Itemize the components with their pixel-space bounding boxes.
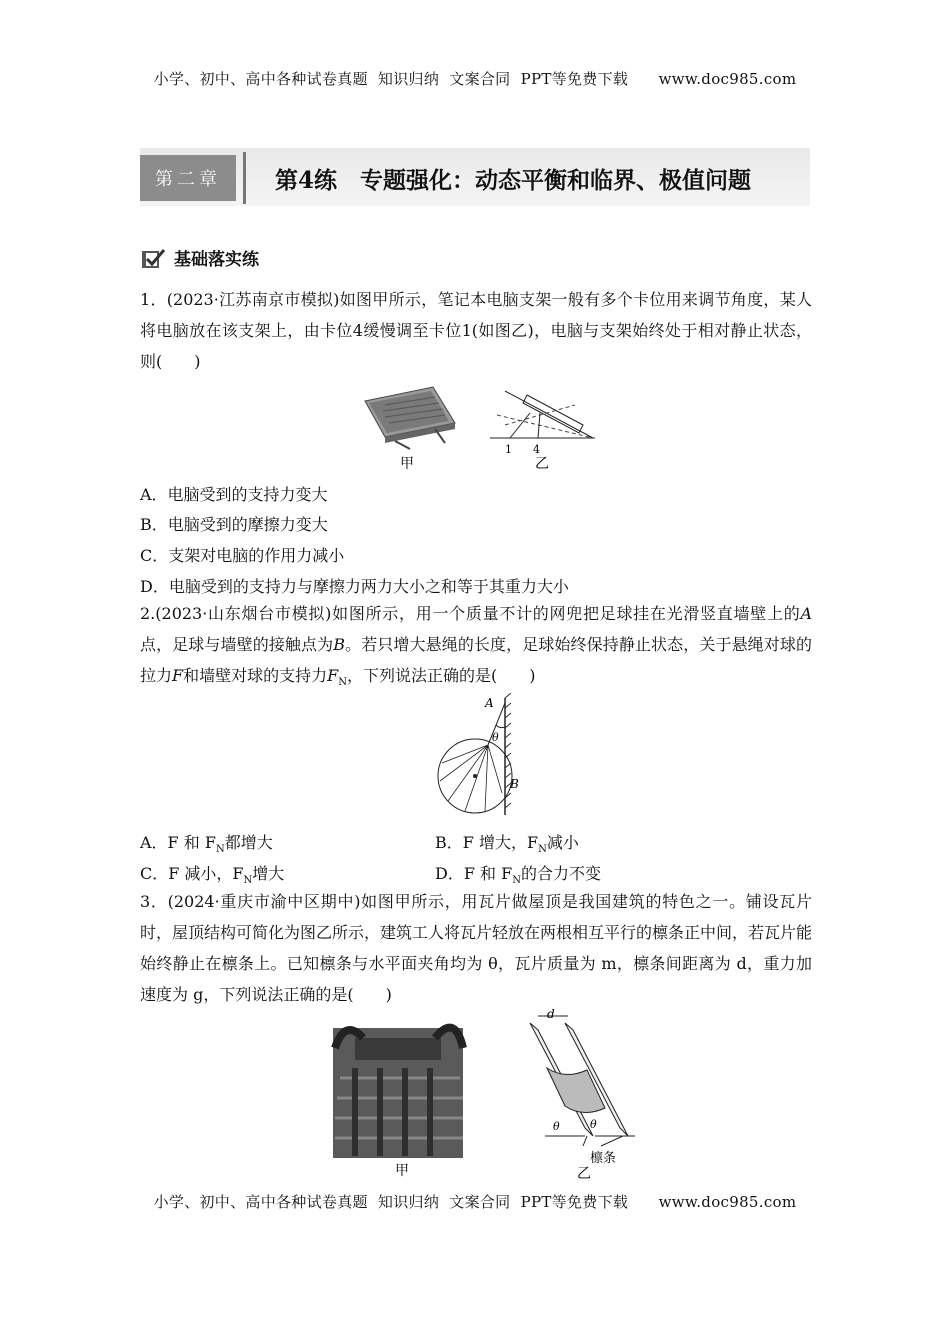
- purlin-diagram: [530, 1016, 635, 1146]
- q2-stem: 2.(2023·山东烟台市模拟)如图所示，用一个质量不计的网兜把足球挂在光滑竖直墙壁上的A点，足球与墙壁的接触点为B。若只增大悬绳的长度，足球始终保持静止状态，关于悬绳对球的拉力F和墙壁对球的支持力$F_N$，下列说法正确的是( ): [140, 604, 812, 689]
- q2-option-c: C．F 减小，$F_N$增大: [140, 864, 285, 887]
- q3-stem: 3．(2024·重庆市渝中区期中)如图甲所示，用瓦片做屋顶是我国建筑的特色之一。铺设瓦片时，屋顶结构可简化为图乙所示，建筑工人将瓦片轻放在两根相互平行的檩条正中间，若瓦片能始终静止在檩条上。已知檩条与水平面夹角均为 θ，瓦片质量为 m，檩条间距离为 d，重力加速度为 g，下列说法正确的是( ): [140, 892, 813, 1004]
- q1-stem: 1．(2023·江苏南京市模拟)如图甲所示，笔记本电脑支架一般有多个卡位用来调节角度，某人将电脑放在该支架上，由卡位4缓慢调至卡位1(如图乙)，电脑与支架始终处于相对静止状态，则( ): [140, 290, 812, 371]
- q2-figure: [430, 693, 530, 823]
- q3-figure: [325, 1008, 645, 1180]
- q1-figure: [355, 383, 605, 473]
- q1-option-d: D．电脑受到的支持力与摩擦力两力大小之和等于其重力大小: [140, 577, 569, 596]
- q1-fig-a-caption: 甲: [400, 456, 414, 472]
- q3-purlin-label: 檩条: [590, 1151, 617, 1166]
- q1-slot-4: 4: [533, 443, 540, 456]
- q3-theta-left: θ: [553, 1120, 560, 1133]
- q1-slot-1: 1: [505, 443, 512, 456]
- q2-option-d: D．F 和 $F_N$的合力不变: [435, 864, 601, 887]
- q1-angle-diagram: [490, 391, 595, 438]
- page-header: 小学、初中、高中各种试卷真题 知识归纳 文案合同 PPT等免费下载 www.doc985.com: [153, 70, 797, 88]
- checkbox-icon: [142, 248, 166, 268]
- q2-point-a-label: A: [485, 696, 494, 710]
- chapter-tag: 第二章: [140, 155, 236, 201]
- laptop-stand-image: [365, 387, 455, 449]
- q2-point-b-label: B: [510, 777, 519, 791]
- q2-option-b: B．F 增大，$F_N$减小: [435, 833, 579, 856]
- roof-tile-photo: [333, 1028, 463, 1158]
- q1-fig-b-caption: 乙: [535, 456, 549, 472]
- q1-option-c: C．支架对电脑的作用力减小: [140, 546, 345, 565]
- chapter-title: 第4练 专题强化：动态平衡和临界、极值问题: [275, 167, 752, 194]
- q3-fig-b-caption: 乙: [577, 1166, 591, 1180]
- section-heading: [142, 245, 259, 270]
- q3-d-label: d: [547, 1008, 555, 1021]
- page-footer: 小学、初中、高中各种试卷真题 知识归纳 文案合同 PPT等免费下载 www.doc985.com: [153, 1193, 797, 1211]
- q1-option-b: B．电脑受到的摩擦力变大: [140, 515, 328, 534]
- chapter-divider: [243, 152, 246, 204]
- section-title: 基础落实练: [174, 250, 259, 270]
- q2-theta-label: θ: [492, 731, 499, 744]
- q1-option-a: A．电脑受到的支持力变大: [140, 485, 328, 504]
- q3-theta-right: θ: [590, 1118, 597, 1131]
- q3-fig-a-caption: 甲: [395, 1163, 409, 1179]
- q2-option-a: A．F 和 $F_N$都增大: [140, 833, 273, 856]
